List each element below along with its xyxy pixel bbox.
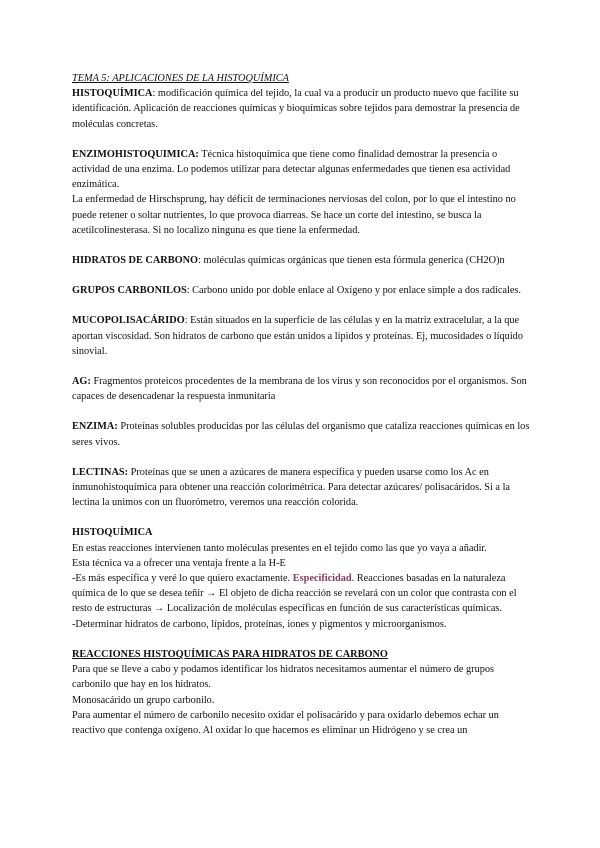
- histoquimica-line4: -Determinar hidratos de carbono, lípidos, proteínas, iones y pigmentos y microorganismos.: [72, 618, 447, 630]
- term-lectinas: LECTINAS:: [72, 466, 129, 478]
- document-body: [72, 71, 530, 738]
- reacciones-line3: Para aumentar el número de carbonilo necesito oxidar el polisacárido y para oxidarlo debemos echar un reactivo que contenga oxígeno. Al oxidar lo que hacemos es eliminar un Hidrógeno y se crea un: [72, 709, 499, 736]
- paragraph-mucopolisacarido: [72, 313, 530, 359]
- paragraph-enzimohistoquimica: [72, 147, 530, 193]
- lectinas-text: Proteínas que se unen a azúcares de manera específica y pueden usarse como los Ac en inmunohistoquímica para obtener una reacción colorimétrica. Para detectar azúcares/ polisacáridos. Si a la lectina la unimos con un fluorómetro, veremos una reacción colorida.: [72, 466, 511, 509]
- ag-text: Fragmentos proteicos procedentes de la membrana de los virus y son reconocidos por el organismos. Son capaces de desencadenar la respuesta inmunitaria: [72, 376, 527, 403]
- term-histoquimica: HISTOQUÍMICA: [72, 88, 153, 100]
- histoquimica-line1: En estas reacciones intervienen tanto moléculas presentes en el tejido como las que yo vaya a añadir.: [72, 542, 487, 554]
- paragraph-hidratos: [72, 253, 530, 268]
- histoquimica-heading-text: HISTOQUÍMICA: [72, 527, 153, 539]
- histoquimica-def-text: : modificación química del tejido, la cual va a producir un producto nuevo que facilite su identificación. Aplicación de reacciones químicas y bioquímicas sobre tejidos para demostrar la presencia de moléculas concretas.: [72, 88, 520, 130]
- enzima-text: Proteínas solubles producidas por las células del organismo que cataliza reacciones químicas en los seres vivos.: [72, 421, 530, 448]
- paragraph-ag: [72, 374, 530, 404]
- paragraph-histoquimica-def: [72, 86, 530, 132]
- reacciones-line1: Para que se lleve a cabo y podamos identificar los hidratos necesitamos aumentar el número de grupos carbonilo que hay en los hidratos.: [72, 664, 495, 691]
- reacciones-line2: Monosacárido un grupo carbonilo.: [72, 694, 215, 706]
- term-hidratos: HIDRATOS DE CARBONO: [72, 255, 199, 267]
- hidratos-text: : moléculas químicas orgánicas que tienen esta fórmula generica (CH2O)n: [198, 255, 505, 267]
- section-heading-reacciones: REACCIONES HISTOQUÍMICAS PARA HIDRATOS DE CARBONO: [72, 648, 388, 660]
- paragraph-enzima: [72, 419, 530, 449]
- term-carbonilos: GRUPOS CARBONILOS: [72, 285, 187, 297]
- enzimohistoquimica-text: Técnica histoquímica que tiene como finalidad demostrar la presencia o actividad de una enzima. Lo podemos utilizar para detectar algunas enfermedades que tienen esa actividad enzimática.: [72, 148, 511, 191]
- histoquimica-line3: [72, 571, 530, 617]
- section-heading-histoquimica: [72, 525, 530, 540]
- term-ag: AG:: [72, 376, 91, 388]
- mucopolisacarido-text: : Están situados en la superficie de las células y en la matriz extracelular, a la que aportan viscosidad. Son hidratos de carbono que están unidos a lípidos y proteínas. Ej, mucosidades o líquido sinovial.: [72, 315, 523, 357]
- term-enzimohistoquimica: ENZIMOHISTOQUIMICA:: [72, 148, 199, 160]
- highlight-especificidad: Especificidad: [292, 573, 352, 585]
- histoquimica-line2: Esta técnica va a ofrecer una ventaja frente a la H-E: [72, 557, 286, 569]
- paragraph-lectinas: [72, 465, 530, 511]
- paragraph-hirschsprung: La enfermedad de Hirschsprung, hay déficit de terminaciones nerviosas del colon, por lo que el intestino no puede retener o soltar nutrientes, lo que provoca diarreas. Se hace un corte del intestino, se busca la acetilcolinesterasa. Si no localizo ninguna es que tiene la enfermedad.: [72, 194, 516, 236]
- term-mucopolisacarido: MUCOPOLISACÁRIDO: [72, 315, 185, 327]
- term-enzima: ENZIMA:: [72, 421, 118, 433]
- carbonilos-text: : Carbono unido por doble enlace al Oxígeno y por enlace simple a dos radicales.: [186, 285, 521, 297]
- line3-post: . Reacciones basadas en la naturaleza química de lo que se desea teñir → El objeto de dicha reacción se revelará con un color que contrasta con el resto de estructuras → Localización de moléculas específicas en función de sus características químicas.: [72, 573, 517, 615]
- page-title: TEMA 5: APLICACIONES DE LA HISTOQUÍMICA: [72, 73, 289, 84]
- paragraph-carbonilos: [72, 283, 530, 298]
- line3-pre: -Es más específica y veré lo que quiero exactamente.: [72, 573, 293, 585]
